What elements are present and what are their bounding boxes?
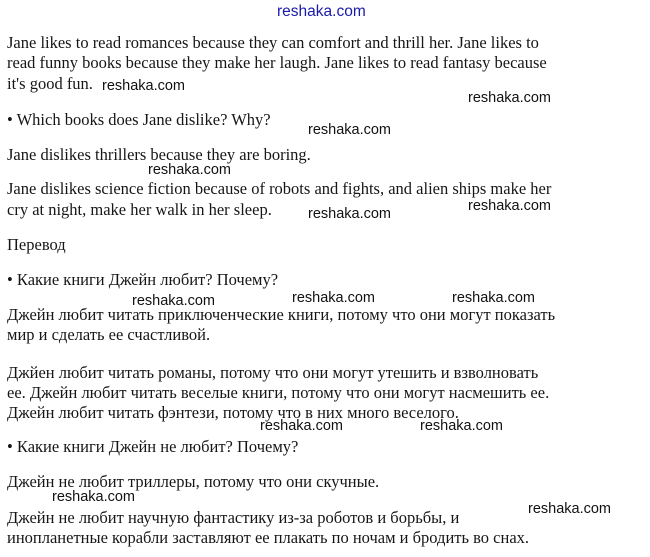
question-heading: • Какие книги Джейн не любит? Почему?: [7, 437, 299, 456]
text-line: Jane dislikes thrillers because they are boring.: [7, 145, 311, 164]
watermark: reshaka.com: [308, 122, 392, 138]
watermark: reshaka.com: [468, 90, 552, 106]
text-line: Джейн любит читать приключенческие книги, потому что они могут показать: [7, 305, 556, 324]
watermark: reshaka.com: [132, 293, 216, 309]
watermark: reshaka.com: [452, 290, 536, 306]
watermark: reshaka.com: [420, 418, 504, 434]
text-line: ее. Джейн любит читать веселые книги, потому что они могут насмешить ее.: [7, 383, 550, 402]
text-line: Джейн не любит научную фантастику из-за роботов и борьбы, и: [7, 508, 460, 527]
watermark: reshaka.com: [52, 489, 136, 505]
text-line: Jane likes to read romances because they can comfort and thrill her. Jane likes to: [7, 33, 539, 52]
question-heading: • Какие книги Джейн любит? Почему?: [7, 270, 279, 289]
watermark: reshaka.com: [292, 290, 376, 306]
watermark: reshaka.com: [308, 206, 392, 222]
watermark: reshaka.com: [468, 198, 552, 214]
watermark: reshaka.com: [148, 162, 232, 178]
text-line: Джейн не любит триллеры, потому что они скучные.: [7, 472, 380, 491]
text-line: cry at night, make her walk in her sleep.: [7, 200, 272, 219]
text-line: Jane dislikes science fiction because of robots and fights, and alien ships make her: [7, 179, 552, 198]
watermark: reshaka.com: [102, 78, 186, 94]
watermark-top: reshaka.com: [277, 3, 366, 20]
text-line: Джйен любит читать романы, потому что они могут утешить и взволновать: [7, 363, 539, 382]
text-line: read funny books because they make her laugh. Jane likes to read fantasy because: [7, 53, 547, 72]
text-line: инопланетные корабли заставляют ее плакать по ночам и бродить во снах.: [7, 528, 530, 547]
text-line: мир и сделать ее счастливой.: [7, 325, 211, 344]
question-heading: • Which books does Jane dislike? Why?: [7, 110, 271, 129]
section-heading: Перевод: [7, 235, 66, 254]
watermark: reshaka.com: [528, 501, 612, 517]
text-line: Джейн любит читать фэнтези, потому что в них много веселого.: [7, 403, 459, 422]
watermark: reshaka.com: [260, 418, 344, 434]
text-line: it's good fun.: [7, 74, 93, 93]
